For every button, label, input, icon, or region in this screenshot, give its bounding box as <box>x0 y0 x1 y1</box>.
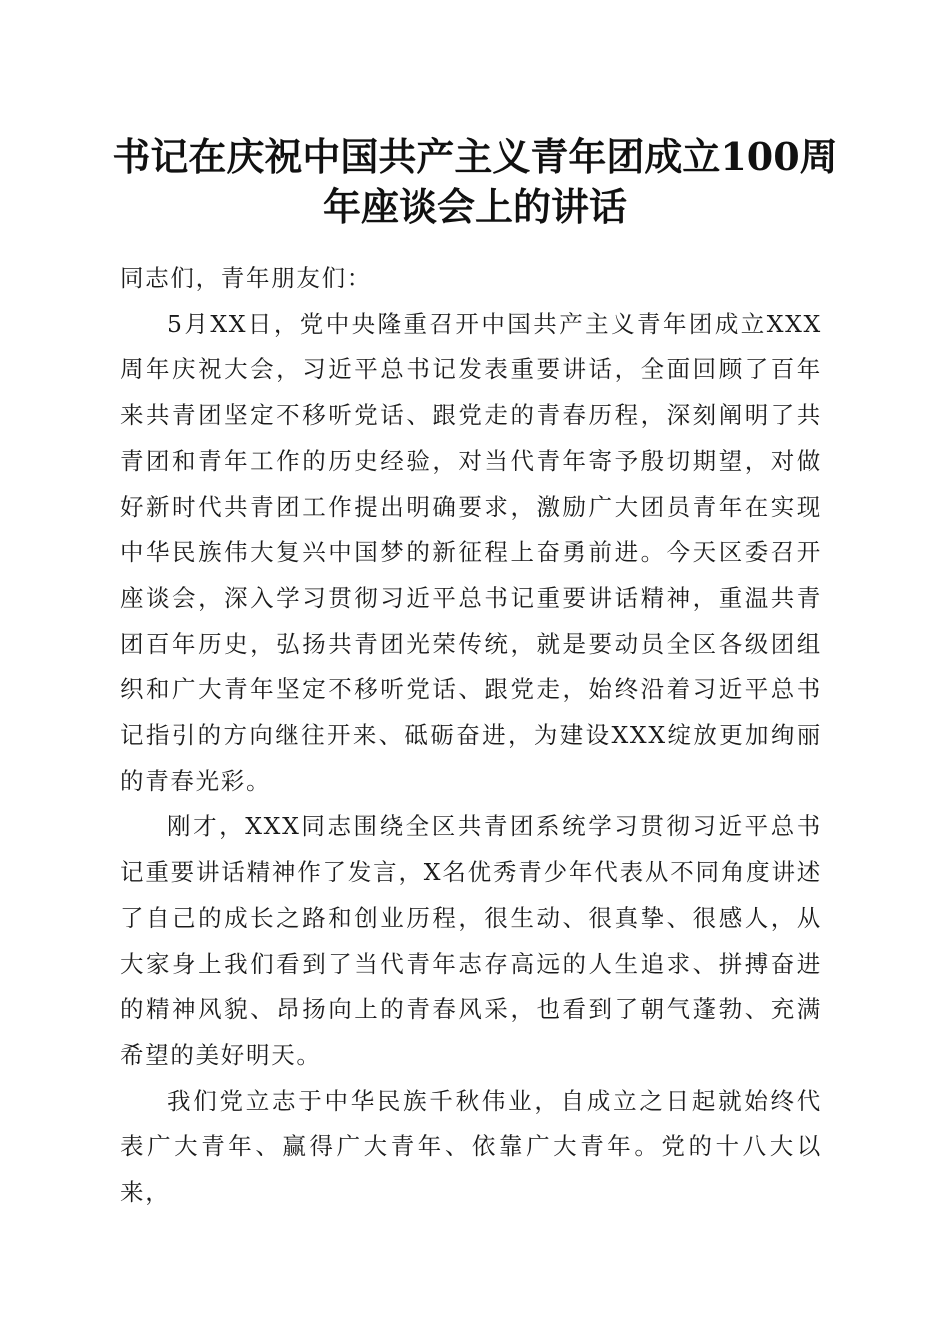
paragraph-1: 5月XX日，党中央隆重召开中国共产主义青年团成立XXX周年庆祝大会，习近平总书记发表重要讲话，全面回顾了百年来共青团坚定不移听党话、跟党走的青春历程，深刻阐明了共青团和青年工作的历史经验，对当代青年寄予殷切期望，对做好新时代共青团工作提出明确要求，激励广大团员青年在实现中华民族伟大复兴中国梦的新征程上奋勇前进。今天区委召开座谈会，深入学习贯彻习近平总书记重要讲话精神，重温共青团百年历史，弘扬共青团光荣传统，就是要动员全区各级团组织和广大青年坚定不移听党话、跟党走，始终沿着习近平总书记指引的方向继往开来、砥砺奋进，为建设XXX绽放更加绚丽的青春光彩。 <box>120 309 822 795</box>
document-title: 书记在庆祝中国共产主义青年团成立100周年座谈会上的讲话 <box>112 134 838 229</box>
paragraph-2: 刚才，XXX同志围绕全区共青团系统学习贯彻习近平总书记重要讲话精神作了发言，X名优秀青少年代表从不同角度讲述了自己的成长之路和创业历程，很生动、很真挚、很感人，从大家身上我们看到了当代青年志存高远的人生追求、拼搏奋进的精神风貌、昂扬向上的青春风采，也看到了朝气蓬勃、充满希望的美好明天。 <box>120 812 822 1069</box>
paragraph-3: 我们党立志于中华民族千秋伟业，自成立之日起就始终代表广大青年、赢得广大青年、依靠广大青年。党的十八大以来， <box>120 1086 822 1207</box>
salutation: 同志们，青年朋友们： <box>120 264 372 292</box>
document-body <box>120 256 822 1216</box>
